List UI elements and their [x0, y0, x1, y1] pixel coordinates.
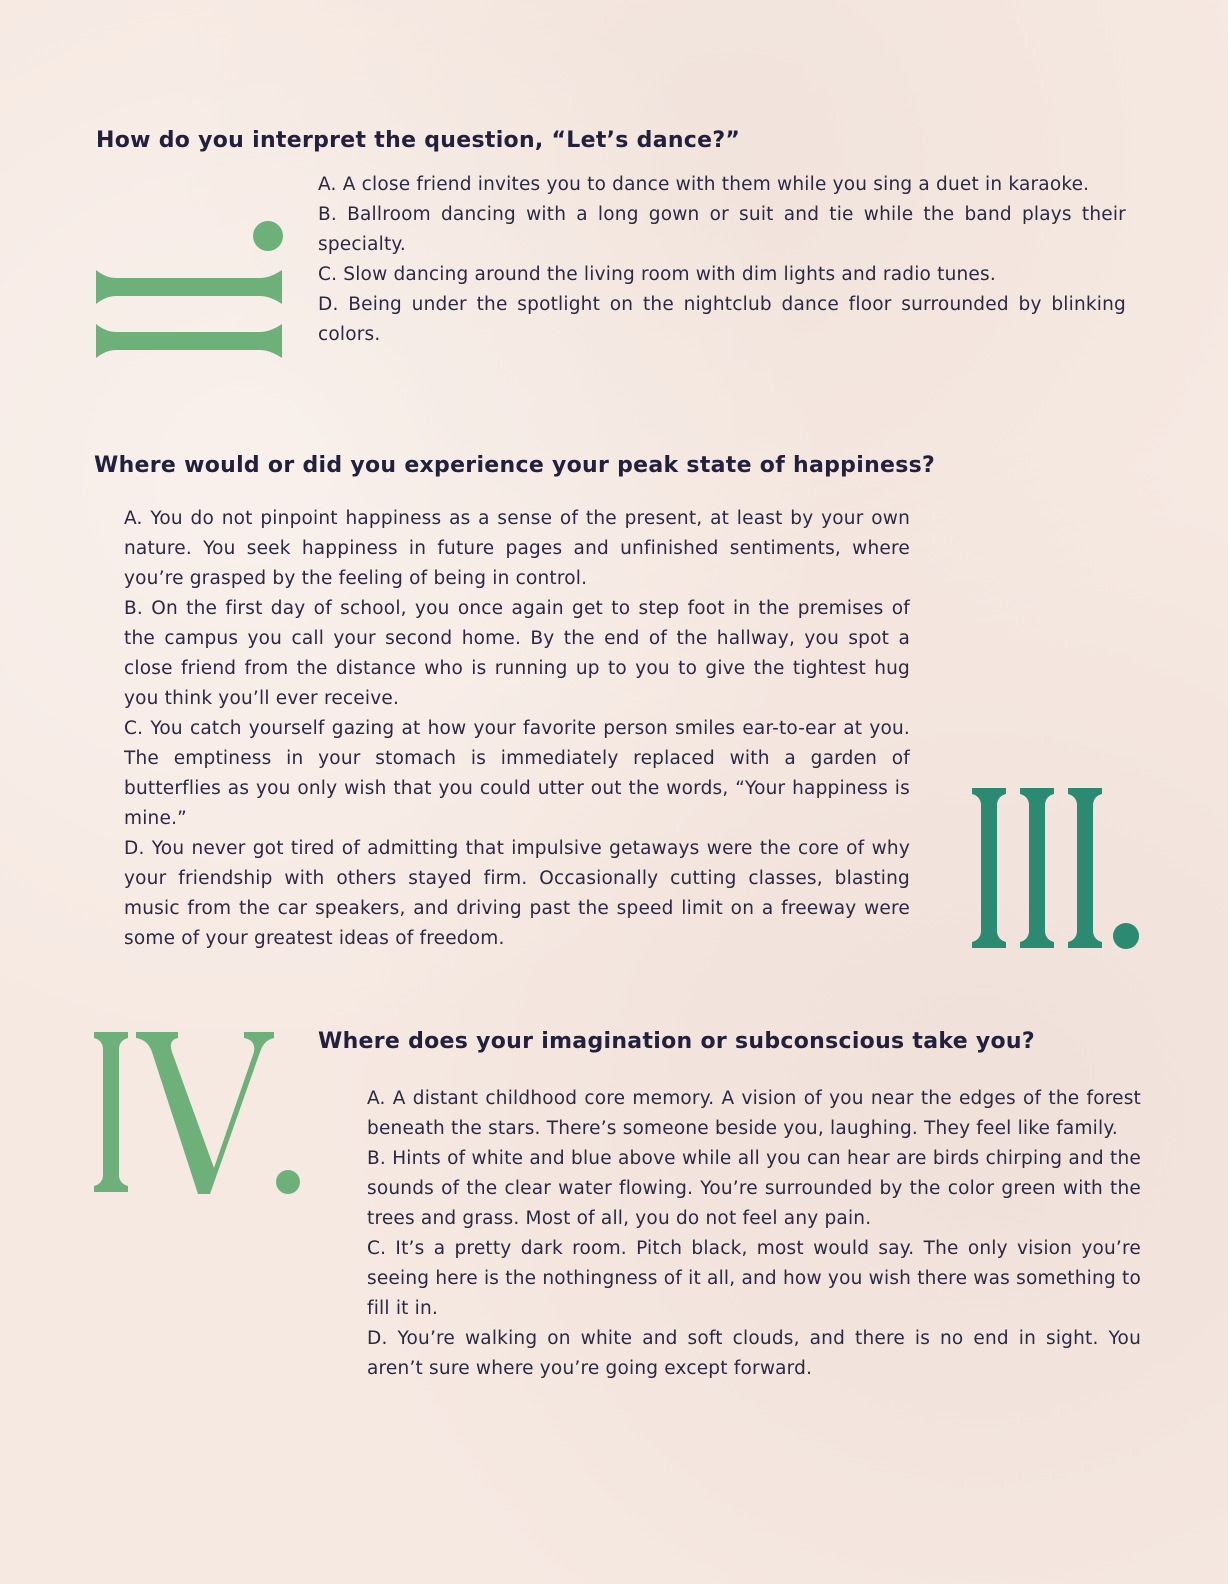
roman-numeral-iv	[92, 1030, 308, 1202]
answer-option-a: A. You do not pinpoint happiness as a sense of the present, at least by your own nature. You seek happiness in future pages and unfinished sentiments, where you’re grasped by the feeling of being in control.	[124, 508, 910, 589]
answer-option-a: A. A distant childhood core memory. A vision of you near the edges of the forest beneath the stars. There’s someone beside you, laughing. They feel like family.	[367, 1088, 1141, 1139]
answers-list-2	[318, 170, 1126, 350]
answers-list-4	[367, 1084, 1141, 1384]
answer-option-d: D. You’re walking on white and soft clouds, and there is no end in sight. You aren’t sure where you’re going except forward.	[367, 1328, 1141, 1379]
answer-option-a: A. A close friend invites you to dance with them while you sing a duet in karaoke.	[318, 174, 1090, 195]
question-heading-4: Where does your imagination or subconscious take you?	[318, 1029, 1035, 1054]
answer-option-b: B. Hints of white and blue above while all you can hear are birds chirping and the sounds of the clear water flowing. You’re surrounded by the color green with the trees and grass. Most of all, you do not feel any pain.	[367, 1148, 1141, 1229]
answer-option-d: D. You never got tired of admitting that impulsive getaways were the core of why your friendship with others stayed firm. Occasionally cutting classes, blasting music from the car speakers, and driving past the speed limit on a freeway were some of your greatest ideas of freedom.	[124, 838, 910, 949]
answer-option-c: C. Slow dancing around the living room with dim lights and radio tunes.	[318, 264, 996, 285]
answer-option-c: C. It’s a pretty dark room. Pitch black, most would say. The only vision you’re seeing here is the nothingness of it all, and how you wish there was something to fill it in.	[367, 1238, 1141, 1319]
roman-numeral-ii	[94, 218, 290, 362]
answer-option-b: B. Ballroom dancing with a long gown or suit and tie while the band plays their specialty.	[318, 204, 1126, 255]
answers-list-3	[124, 504, 910, 954]
answer-option-c: C. You catch yourself gazing at how your favorite person smiles ear-to-ear at you. The emptiness in your stomach is immediately replaced with a garden of butterflies as you only wish that you could utter out the words, “Your happiness is mine.”	[124, 718, 910, 829]
answer-option-b: B. On the first day of school, you once again get to step foot in the premises of the campus you call your second home. By the end of the hallway, you spot a close friend from the distance who is running up to you to give the tightest hug you think you’ll ever receive.	[124, 598, 910, 709]
answer-option-d: D. Being under the spotlight on the nightclub dance floor surrounded by blinking colors.	[318, 294, 1126, 345]
question-heading-2: How do you interpret the question, “Let’s dance?”	[96, 128, 741, 153]
roman-numeral-iii	[970, 786, 1150, 958]
question-heading-3: Where would or did you experience your peak state of happiness?	[94, 453, 936, 478]
